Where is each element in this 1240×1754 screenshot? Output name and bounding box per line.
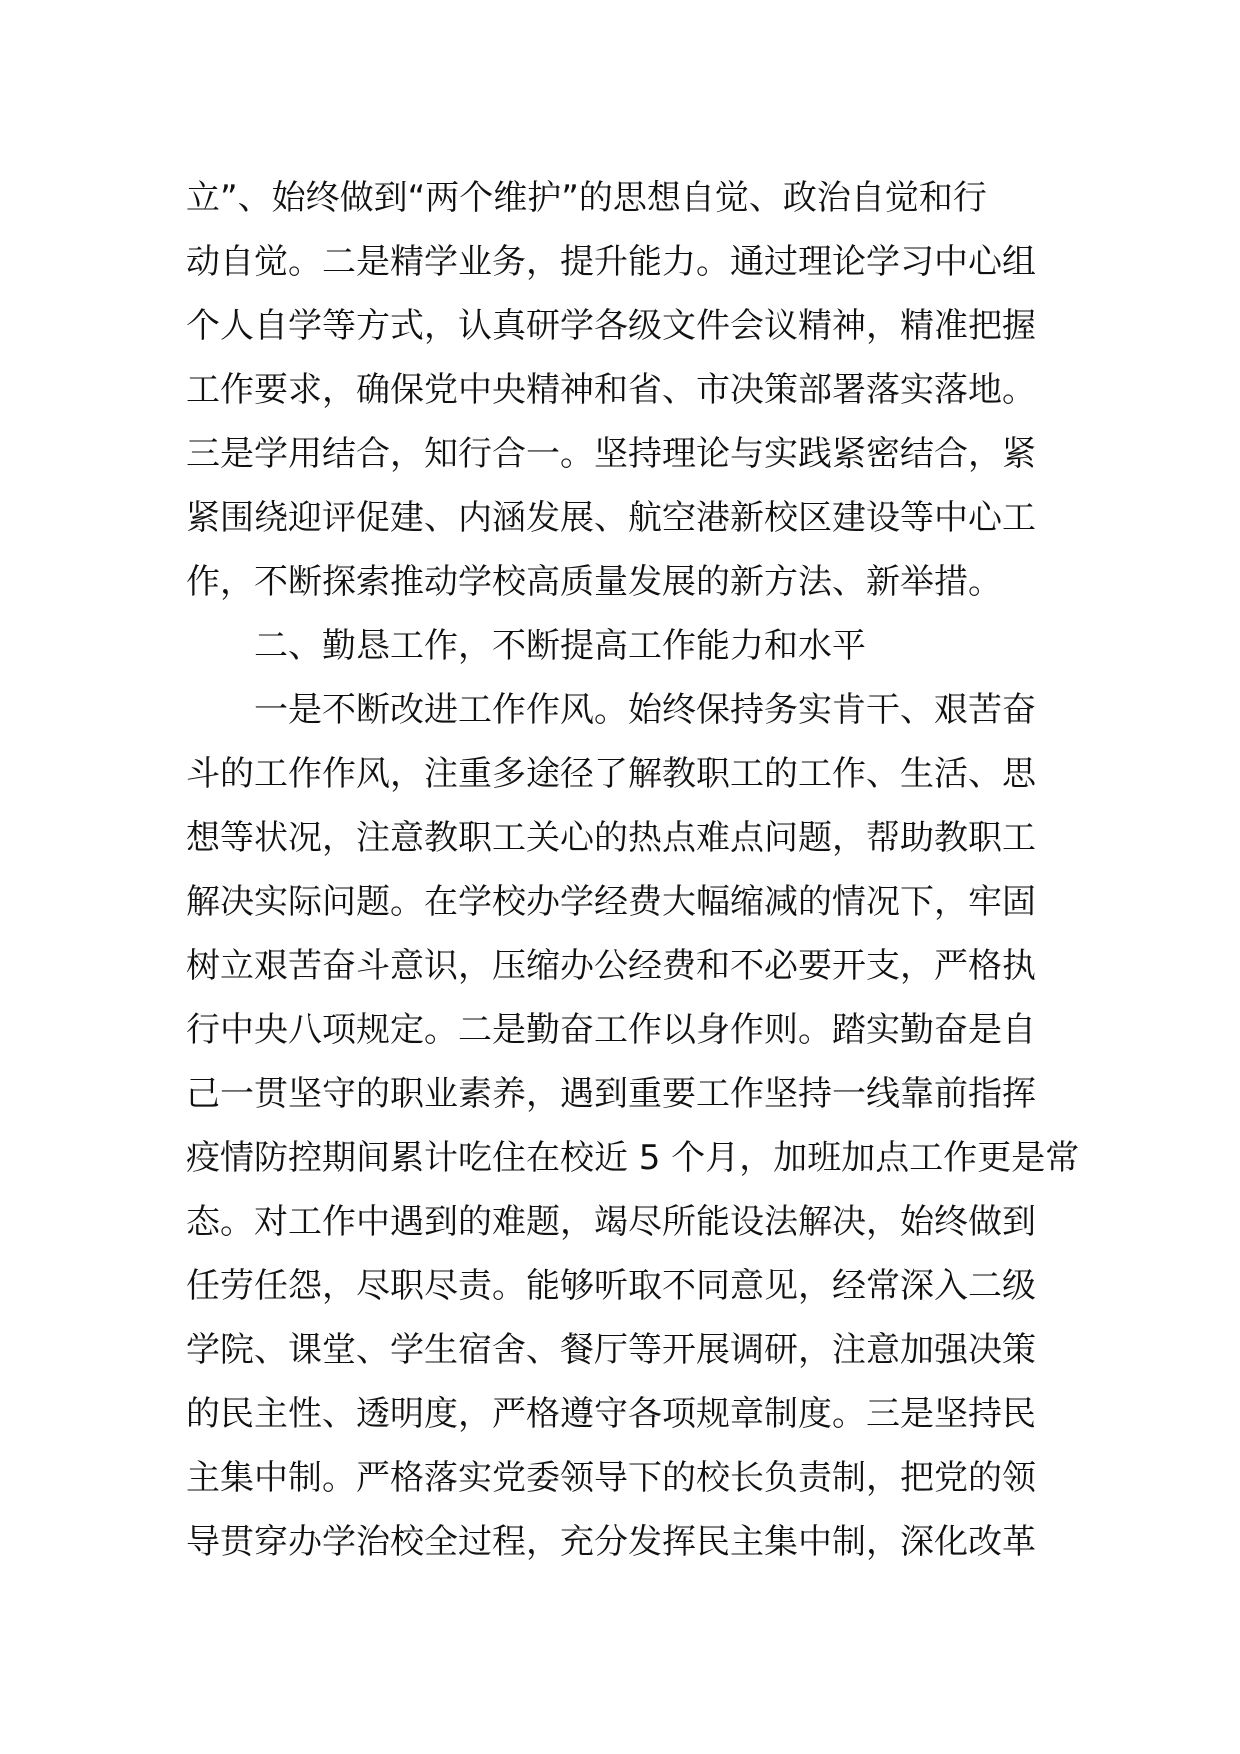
text-line: 树立艰苦奋斗意识，压缩办公经费和不必要开支，严格执 [186, 946, 1036, 986]
text-line: 导贯穿办学治校全过程，充分发挥民主集中制，深化改革 [186, 1522, 1036, 1562]
paragraph-first-line: 一是不断改进工作作风。始终保持务实肯干、艰苦奋 [254, 690, 1036, 730]
text-line: 紧围绕迎评促建、内涵发展、航空港新校区建设等中心工 [186, 498, 1036, 538]
text-line: 学院、课堂、学生宿舍、餐厅等开展调研，注意加强决策 [186, 1330, 1036, 1370]
text-line: 斗的工作作风，注重多途径了解教职工的工作、生活、思 [186, 754, 1036, 794]
text-line: 态。对工作中遇到的难题，竭尽所能设法解决，始终做到 [186, 1202, 1036, 1242]
text-line: 任劳任怨，尽职尽责。能够听取不同意见，经常深入二级 [186, 1266, 1036, 1306]
text-line: 工作要求，确保党中央精神和省、市决策部署落实落地。 [186, 370, 1036, 410]
text-line: 己一贯坚守的职业素养，遇到重要工作坚持一线靠前指挥 [186, 1074, 1036, 1114]
text-line: 解决实际问题。在学校办学经费大幅缩减的情况下，牢固 [186, 882, 1036, 922]
body-text [186, 166, 1080, 1574]
text-line: 行中央八项规定。二是勤奋工作以身作则。踏实勤奋是自 [186, 1010, 1036, 1050]
text-line: 主集中制。严格落实党委领导下的校长负责制，把党的领 [186, 1458, 1036, 1498]
text-line: 三是学用结合，知行合一。坚持理论与实践紧密结合，紧 [186, 434, 1036, 474]
text-line: 疫情防控期间累计吃住在校近 5 个月，加班加点工作更是常 [186, 1138, 1080, 1178]
text-line: 立”、始终做到“两个维护”的思想自觉、政治自觉和行 [186, 178, 987, 218]
text-line: 作，不断探索推动学校高质量发展的新方法、新举措。 [186, 562, 1002, 602]
text-line: 动自觉。二是精学业务，提升能力。通过理论学习中心组 [186, 242, 1036, 282]
text-line: 的民主性、透明度，严格遵守各项规章制度。三是坚持民 [186, 1394, 1036, 1434]
section-heading: 二、勤恳工作，不断提高工作能力和水平 [254, 626, 866, 666]
text-line: 想等状况，注意教职工关心的热点难点问题，帮助教职工 [186, 818, 1036, 858]
text-line: 个人自学等方式，认真研学各级文件会议精神，精准把握 [186, 306, 1036, 346]
